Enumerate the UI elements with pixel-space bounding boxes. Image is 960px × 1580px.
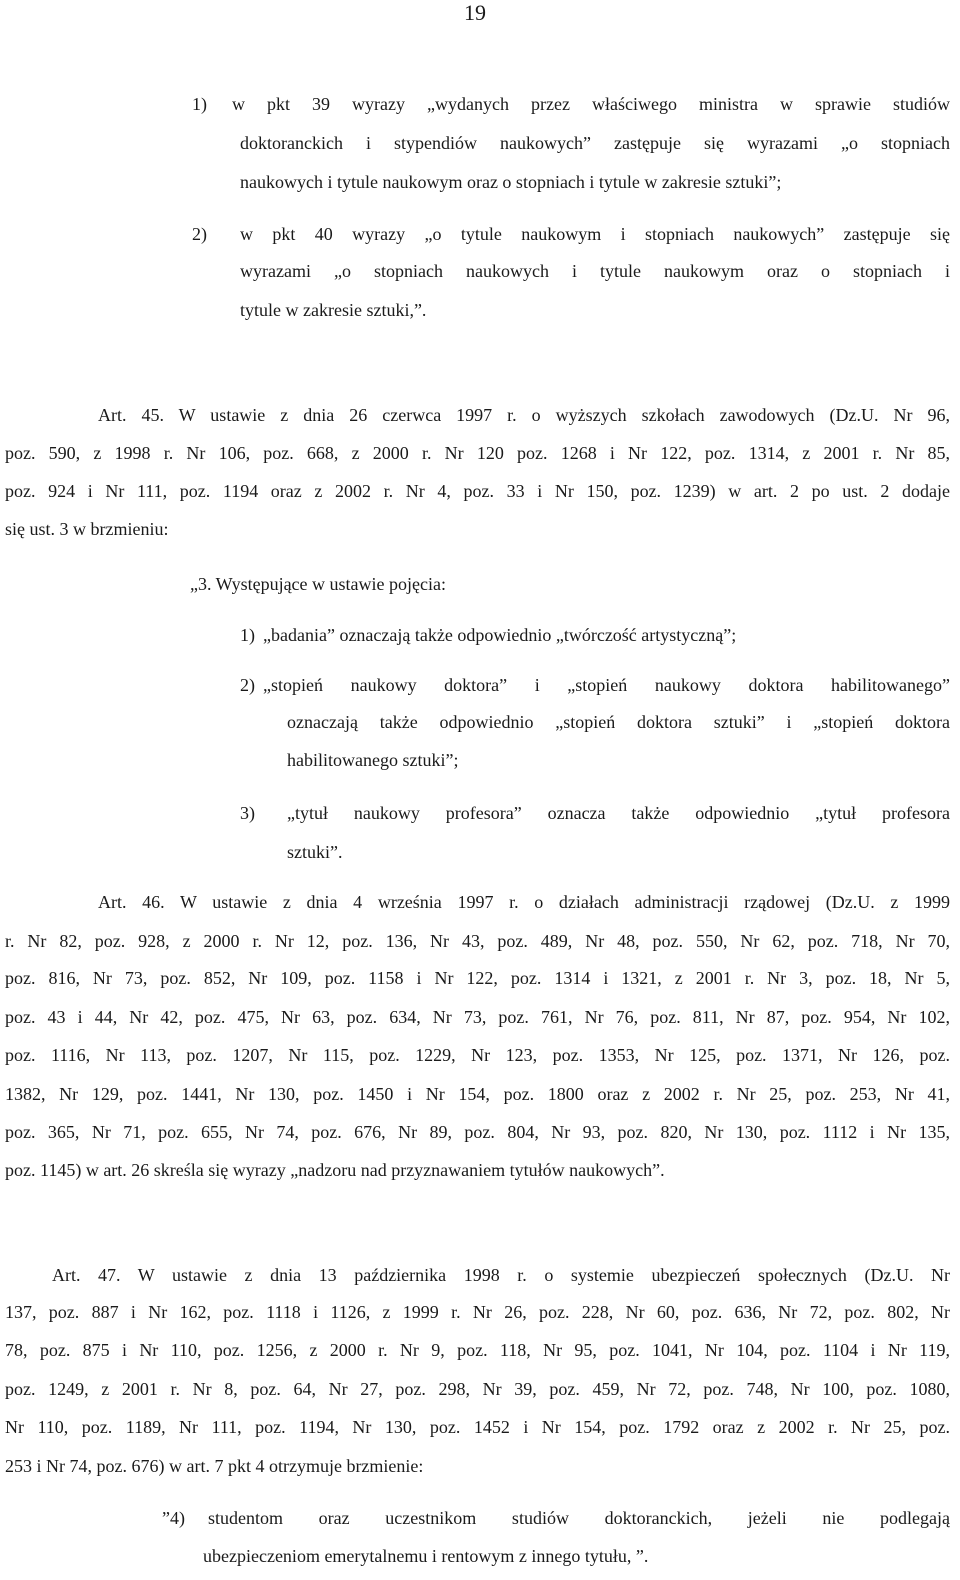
quote-item-line: ubezpieczeniom emerytalnemu i rentowym z innego tytułu, ”. bbox=[203, 1546, 649, 1566]
article-line: 137, poz. 887 i Nr 162, poz. 1118 i 1126, z 1999 r. Nr 26, poz. 228, Nr 60, poz. 636, Nr 72, poz. 802, Nr bbox=[5, 1302, 950, 1322]
article-line: poz. 365, Nr 71, poz. 655, Nr 74, poz. 676, Nr 89, poz. 804, Nr 93, poz. 820, Nr 130, poz. 1112 i Nr 135, bbox=[5, 1122, 950, 1142]
page-number: 19 bbox=[464, 0, 486, 25]
article-line: r. Nr 82, poz. 928, z 2000 r. Nr 12, poz. 136, Nr 43, poz. 489, Nr 48, poz. 550, Nr 62, poz. 718, Nr 70, bbox=[5, 931, 950, 951]
article-line: Art. 46. W ustawie z dnia 4 września 1997 r. o działach administracji rządowej (Dz.U. z 1999 bbox=[98, 892, 950, 912]
article-line: poz. 1116, Nr 113, poz. 1207, Nr 115, poz. 1229, Nr 123, poz. 1353, Nr 125, poz. 1371, Nr 126, poz. bbox=[5, 1045, 950, 1065]
article-line: poz. 1249, z 2001 r. Nr 8, poz. 64, Nr 27, poz. 298, Nr 39, poz. 459, Nr 72, poz. 748, Nr 100, poz. 1080, bbox=[5, 1379, 950, 1399]
article-line: Art. 45. W ustawie z dnia 26 czerwca 1997 r. o wyższych szkołach zawodowych (Dz.U. Nr 96, bbox=[98, 405, 950, 425]
article-line: poz. 1145) w art. 26 skreśla się wyrazy „nadzoru nad przyznawaniem tytułów naukowych”. bbox=[5, 1160, 665, 1180]
quote-item-number: 3) bbox=[240, 803, 255, 823]
article-line: poz. 816, Nr 73, poz. 852, Nr 109, poz. 1158 i Nr 122, poz. 1314 i 1321, z 2001 r. Nr 3, poz. 18, Nr 5, bbox=[5, 968, 950, 988]
article-line: poz. 924 i Nr 111, poz. 1194 oraz z 2002 r. Nr 4, poz. 33 i Nr 150, poz. 1239) w art. 2 po ust. 2 dodaje bbox=[5, 481, 950, 501]
quote-item-line: studentom oraz uczestnikom studiów doktoranckich, jeżeli nie podlegają bbox=[208, 1508, 950, 1528]
quote-item-number: 1) bbox=[240, 625, 255, 645]
quote-item-line: sztuki”. bbox=[287, 842, 343, 862]
article-line: Nr 110, poz. 1189, Nr 111, poz. 1194, Nr 130, poz. 1452 i Nr 154, poz. 1792 oraz z 2002 r. Nr 25, poz. bbox=[5, 1417, 950, 1437]
list-item-line: naukowych i tytule naukowym oraz o stopniach i tytule w zakresie sztuki”; bbox=[240, 172, 782, 192]
quote-item-number: 2) bbox=[240, 675, 255, 695]
quote-item-number: ”4) bbox=[162, 1508, 185, 1528]
article-line: się ust. 3 w brzmieniu: bbox=[5, 519, 169, 539]
list-item-number: 1) bbox=[192, 94, 207, 114]
list-item-line: w pkt 39 wyrazy „wydanych przez właściwego ministra w sprawie studiów bbox=[232, 94, 950, 114]
list-item-number: 2) bbox=[192, 224, 207, 244]
quote-intro: „3. Występujące w ustawie pojęcia: bbox=[190, 574, 446, 594]
quote-item-line: oznaczają także odpowiednio „stopień doktora sztuki” i „stopień doktora bbox=[287, 712, 950, 732]
article-line: 78, poz. 875 i Nr 110, poz. 1256, z 2000 r. Nr 9, poz. 118, Nr 95, poz. 1041, Nr 104, poz. 1104 i Nr 119, bbox=[5, 1340, 950, 1360]
list-item-line: w pkt 40 wyrazy „o tytule naukowym i stopniach naukowych” zastępuje się bbox=[240, 224, 950, 244]
quote-item-line: „tytuł naukowy profesora” oznacza także odpowiednio „tytuł profesora bbox=[287, 803, 950, 823]
article-line: 1382, Nr 129, poz. 1441, Nr 130, poz. 1450 i Nr 154, poz. 1800 oraz z 2002 r. Nr 25, poz. 253, Nr 41, bbox=[5, 1084, 950, 1104]
list-item-line: wyrazami „o stopniach naukowych i tytule naukowym oraz o stopniach i bbox=[240, 261, 950, 281]
article-line: poz. 590, z 1998 r. Nr 106, poz. 668, z 2000 r. Nr 120 poz. 1268 i Nr 122, poz. 1314, z 2001 r. Nr 85, bbox=[5, 443, 950, 463]
article-line: Art. 47. W ustawie z dnia 13 października 1998 r. o systemie ubezpieczeń społecznych (Dz.U. Nr bbox=[52, 1265, 950, 1285]
quote-item-line: „badania” oznaczają także odpowiednio „twórczość artystyczną”; bbox=[263, 625, 737, 645]
list-item-line: doktoranckich i stypendiów naukowych” zastępuje się wyrazami „o stopniach bbox=[240, 133, 950, 153]
list-item-line: tytule w zakresie sztuki,”. bbox=[240, 300, 427, 320]
quote-item-line: „stopień naukowy doktora” i „stopień naukowy doktora habilitowanego” bbox=[263, 675, 950, 695]
article-line: 253 i Nr 74, poz. 676) w art. 7 pkt 4 otrzymuje brzmienie: bbox=[5, 1456, 424, 1476]
quote-item-line: habilitowanego sztuki”; bbox=[287, 750, 459, 770]
article-line: poz. 43 i 44, Nr 42, poz. 475, Nr 63, poz. 634, Nr 73, poz. 761, Nr 76, poz. 811, Nr 87, poz. 954, Nr 102, bbox=[5, 1007, 950, 1027]
